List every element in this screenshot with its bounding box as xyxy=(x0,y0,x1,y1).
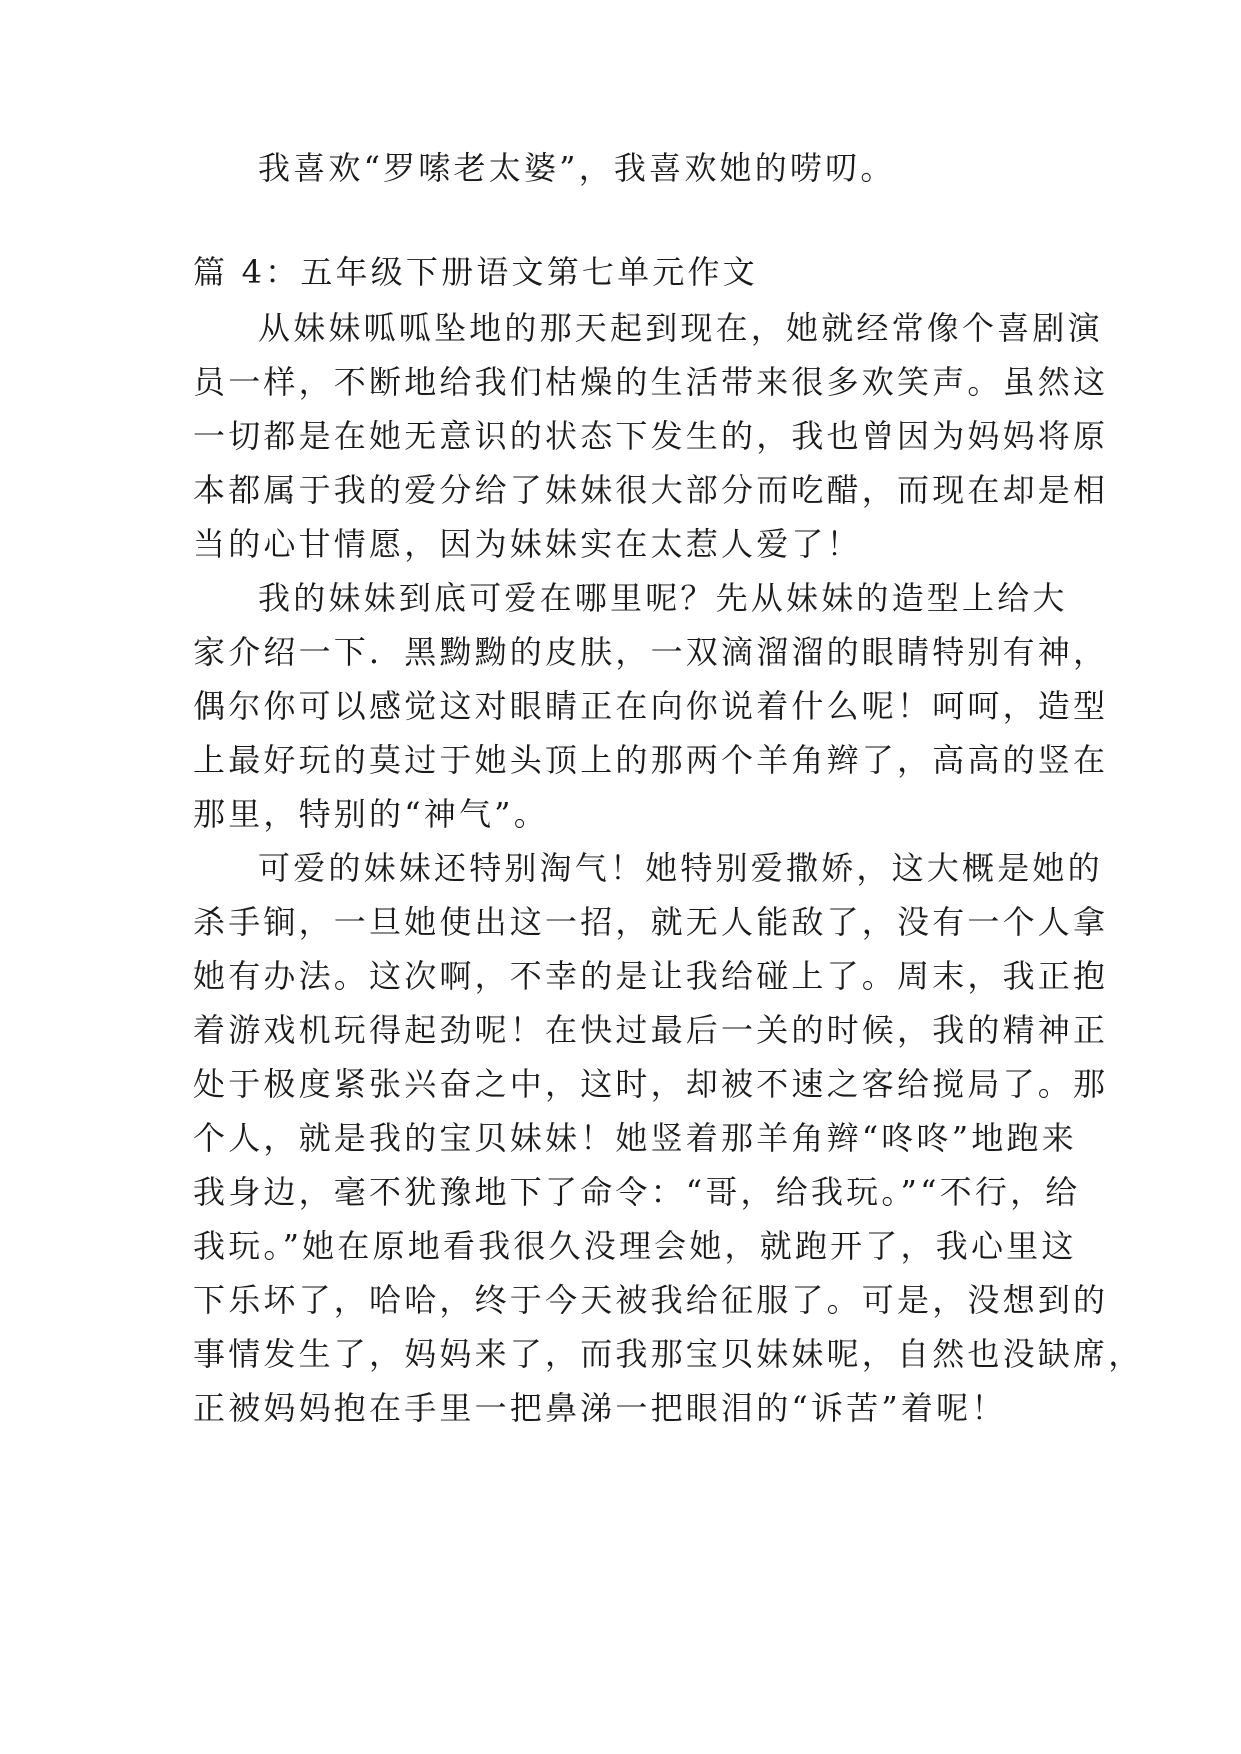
text-line: 从妹妹呱呱坠地的那天起到现在，她就经常像个喜剧演 xyxy=(258,309,1103,347)
text-line: 处于极度紧张兴奋之中，这时，却被不速之客给搅局了。那 xyxy=(193,1065,1109,1103)
section-heading: 篇 4：五年级下册语文第七单元作文 xyxy=(193,253,758,291)
text-line: 上最好玩的莫过于她头顶上的那两个羊角辫了，高高的竖在 xyxy=(193,741,1109,779)
text-line: 杀手锏，一旦她使出这一招，就无人能敌了，没有一个人拿 xyxy=(193,903,1109,941)
text-line: 那里，特别的“神气”。 xyxy=(193,795,549,833)
text-line: 当的心甘情愿，因为妹妹实在太惹人爱了！ xyxy=(193,525,862,563)
text-line: 偶尔你可以感觉这对眼睛正在向你说着什么呢！呵呵，造型 xyxy=(193,687,1109,725)
text-line: 我身边，毫不犹豫地下了命令：“哥，给我玩。”“不行，给 xyxy=(193,1173,1081,1211)
text-line: 我玩。”她在原地看我很久没理会她，就跑开了，我心里这 xyxy=(193,1227,1077,1265)
text-line: 一切都是在她无意识的状态下发生的，我也曾因为妈妈将原 xyxy=(193,417,1109,455)
text-line: 家介绍一下．黑黝黝的皮肤，一双滴溜溜的眼睛特别有神， xyxy=(193,633,1109,671)
text-line: 正被妈妈抱在手里一把鼻涕一把眼泪的“诉苦”着呢！ xyxy=(193,1389,1007,1427)
text-line: 我的妹妹到底可爱在哪里呢？先从妹妹的造型上给大 xyxy=(258,579,1068,617)
text-line: 她有办法。这次啊，不幸的是让我给碰上了。周末，我正抱 xyxy=(193,957,1109,995)
text-line: 事情发生了，妈妈来了，而我那宝贝妹妹呢，自然也没缺席， xyxy=(193,1335,1144,1373)
text-line: 我喜欢“罗嗦老太婆”，我喜欢她的唠叨。 xyxy=(258,149,896,187)
text-line: 可爱的妹妹还特别淘气！她特别爱撒娇，这大概是她的 xyxy=(258,849,1103,887)
text-line: 着游戏机玩得起劲呢！在快过最后一关的时候，我的精神正 xyxy=(193,1011,1109,1049)
text-line: 本都属于我的爱分给了妹妹很大部分而吃醋，而现在却是相 xyxy=(193,471,1109,509)
text-line: 下乐坏了，哈哈，终于今天被我给征服了。可是，没想到的 xyxy=(193,1281,1109,1319)
text-line: 个人，就是我的宝贝妹妹！她竖着那羊角辫“咚咚”地跑来 xyxy=(193,1119,1077,1157)
text-line: 员一样，不断地给我们枯燥的生活带来很多欢笑声。虽然这 xyxy=(193,363,1109,401)
